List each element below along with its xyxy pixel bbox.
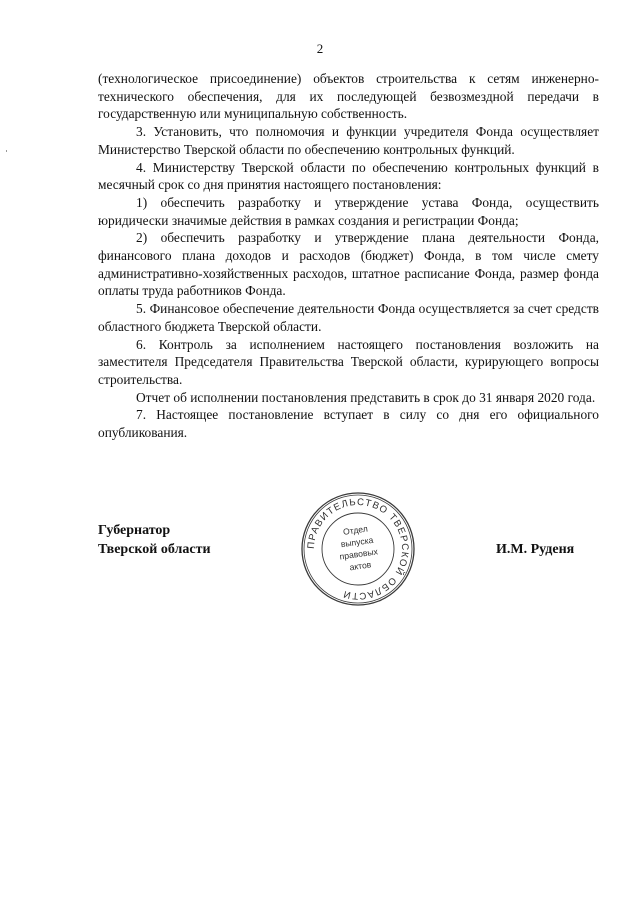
paragraph-continuation: (технологическое присоединение) объектов строительства к сетям инженерно-технического обеспечения, для их последующей безвозмездной передачи в государственную или муниципальную собственность. [98,71,599,122]
scan-margin-mark [6,150,7,152]
paragraph-item-6: 6. Контроль за исполнением настоящего постановления возложить на заместителя Председателя Правительства Тверской области, курирующего вопросы строительства. [98,336,599,387]
signatory-title [98,521,211,559]
page-number: 2 [316,41,324,56]
signatory-name: И.М. Руденя [496,542,575,557]
paragraph-item-7: 7. Настоящее постановление вступает в силу со дня его официального опубликования. [98,407,599,441]
seal-center-line3: правовых [338,546,379,562]
official-seal-stamp [300,491,416,607]
paragraph-item-5: 5. Финансовое обеспечение деятельности Фонда осуществляется за счет средств областного бюджета Тверской области. [98,301,599,334]
paragraph-report: Отчет об исполнении постановления представить в срок до 31 января 2020 года. [136,389,596,405]
signatory-title-line1: Губернатор [98,523,171,538]
paragraph-subitem-1: 1) обеспечить разработку и утверждение устава Фонда, осуществить юридически значимые действия в рамках создания и регистрации Фонда; [98,194,599,228]
signatory-title-line2: Тверской области [98,542,211,557]
document-body [98,70,599,442]
paragraph-item-3: 3. Установить, что полномочия и функции учредителя Фонда осуществляет Министерство Тверской области по обеспечению контрольных функций. [98,124,599,157]
paragraph-item-4: 4. Министерству Тверской области по обеспечению контрольных функций в месячный срок со дня принятия настоящего постановления: [98,159,599,193]
seal-center-line4: актов [348,559,372,573]
seal-center-line1: Отдел [342,523,369,537]
seal-ring-text: ПРАВИТЕЛЬСТВО ТВЕРСКОЙ ОБЛАСТИ [305,496,411,602]
paragraph-subitem-2: 2) обеспечить разработку и утверждение плана деятельности Фонда, финансового плана доходов и расходов (бюджет) Фонда, в том числе смету административно-хозяйственных расходов, штатное расписание Фонда, размер фонда оплаты труда работников Фонда. [98,230,599,299]
seal-center-line2: выпуска [340,534,374,550]
